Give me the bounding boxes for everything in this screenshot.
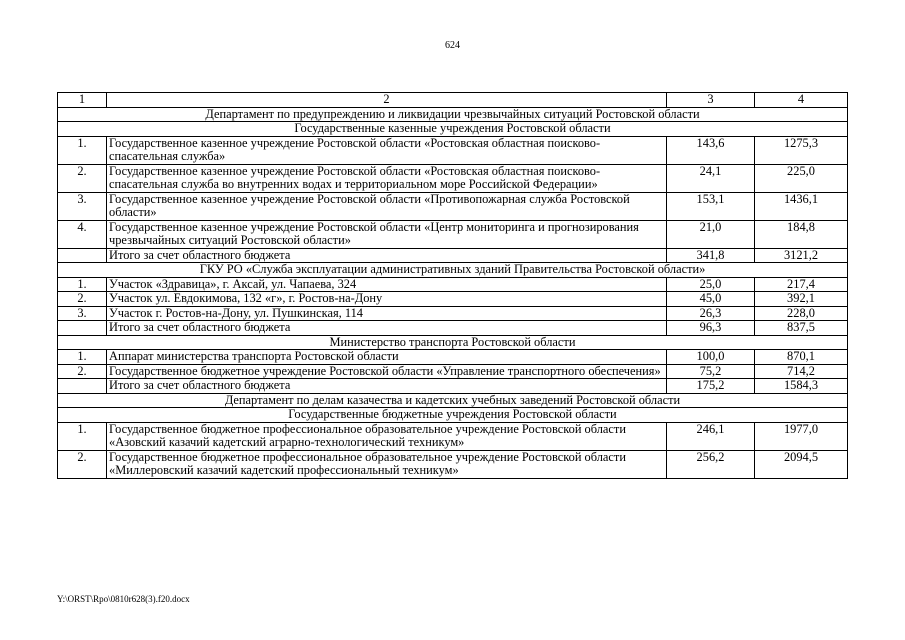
row-name: Итого за счет областного бюджета [107, 321, 667, 336]
table-row [58, 422, 848, 450]
section-title: Департамент по делам казачества и кадетских учебных заведений Ростовской области [58, 393, 848, 408]
row-number: 3. [58, 192, 107, 220]
row-name: Государственное бюджетное профессиональное образовательное учреждение Ростовской области «Азовский казачий кадетский аграрно-технологический техникум» [107, 422, 667, 450]
row-name: Государственное казенное учреждение Ростовской области «Противопожарная служба Ростовской области» [107, 192, 667, 220]
row-value-col3: 24,1 [667, 164, 755, 192]
row-value-col3: 25,0 [667, 277, 755, 292]
row-value-col4: 837,5 [755, 321, 848, 336]
row-value-col3: 341,8 [667, 248, 755, 263]
row-number: 1. [58, 136, 107, 164]
table-row [58, 450, 848, 478]
table-row [58, 136, 848, 164]
table-row [58, 248, 848, 263]
row-number: 3. [58, 306, 107, 321]
row-value-col4: 2094,5 [755, 450, 848, 478]
table-row [58, 277, 848, 292]
row-name: Участок «Здравица», г. Аксай, ул. Чапаева, 324 [107, 277, 667, 292]
row-name: Аппарат министерства транспорта Ростовской области [107, 350, 667, 365]
section-header-row [58, 393, 848, 408]
row-value-col4: 228,0 [755, 306, 848, 321]
header-row [58, 93, 848, 108]
row-value-col4: 1977,0 [755, 422, 848, 450]
row-name: Участок г. Ростов-на-Дону, ул. Пушкинская, 114 [107, 306, 667, 321]
table-row [58, 220, 848, 248]
section-title: ГКУ РО «Служба эксплуатации административных зданий Правительства Ростовской области» [58, 263, 848, 278]
row-value-col3: 143,6 [667, 136, 755, 164]
section-header-row [58, 122, 848, 137]
row-name: Государственное казенное учреждение Ростовской области «Центр мониторинга и прогнозирования чрезвычайных ситуаций Ростовской области» [107, 220, 667, 248]
row-value-col4: 3121,2 [755, 248, 848, 263]
row-value-col4: 184,8 [755, 220, 848, 248]
row-number: 2. [58, 364, 107, 379]
table-body [58, 93, 848, 479]
row-number: 2. [58, 164, 107, 192]
table-row [58, 321, 848, 336]
row-name: Участок ул. Евдокимова, 132 «г», г. Ростов-на-Дону [107, 292, 667, 307]
section-header-row [58, 107, 848, 122]
row-value-col4: 714,2 [755, 364, 848, 379]
table-row [58, 364, 848, 379]
table-row [58, 350, 848, 365]
section-title: Государственные бюджетные учреждения Ростовской области [58, 408, 848, 423]
section-title: Департамент по предупреждению и ликвидации чрезвычайных ситуаций Ростовской области [58, 107, 848, 122]
row-value-col4: 1584,3 [755, 379, 848, 394]
row-number: 2. [58, 292, 107, 307]
table-row [58, 192, 848, 220]
row-number: 1. [58, 350, 107, 365]
row-value-col3: 45,0 [667, 292, 755, 307]
row-name: Государственное бюджетное профессиональное образовательное учреждение Ростовской области «Миллеровский казачий кадетский профессиональный техникум» [107, 450, 667, 478]
table-row [58, 164, 848, 192]
section-title: Государственные казенные учреждения Ростовской области [58, 122, 848, 137]
header-col-2: 2 [107, 93, 667, 108]
row-number [58, 248, 107, 263]
row-number [58, 321, 107, 336]
page-number: 624 [445, 40, 460, 51]
section-header-row [58, 263, 848, 278]
row-value-col3: 100,0 [667, 350, 755, 365]
budget-table [57, 92, 848, 479]
row-value-col3: 256,2 [667, 450, 755, 478]
row-number: 1. [58, 277, 107, 292]
row-name: Итого за счет областного бюджета [107, 379, 667, 394]
section-title: Министерство транспорта Ростовской области [58, 335, 848, 350]
row-value-col4: 1436,1 [755, 192, 848, 220]
row-number: 4. [58, 220, 107, 248]
row-value-col3: 96,3 [667, 321, 755, 336]
row-value-col3: 21,0 [667, 220, 755, 248]
row-name: Государственное бюджетное учреждение Ростовской области «Управление транспортного обеспечения» [107, 364, 667, 379]
table-row [58, 292, 848, 307]
section-header-row [58, 335, 848, 350]
header-col-3: 3 [667, 93, 755, 108]
row-name: Итого за счет областного бюджета [107, 248, 667, 263]
row-value-col4: 225,0 [755, 164, 848, 192]
row-value-col3: 26,3 [667, 306, 755, 321]
header-col-4: 4 [755, 93, 848, 108]
row-value-col3: 153,1 [667, 192, 755, 220]
row-name: Государственное казенное учреждение Ростовской области «Ростовская областная поисково-спасательная служба» [107, 136, 667, 164]
row-number: 2. [58, 450, 107, 478]
footer-file-path: Y:\ORST\Rpo\0810r628(3).f20.docx [57, 594, 190, 604]
row-number: 1. [58, 422, 107, 450]
section-header-row [58, 408, 848, 423]
table-row [58, 306, 848, 321]
header-col-1: 1 [58, 93, 107, 108]
row-number [58, 379, 107, 394]
row-value-col4: 217,4 [755, 277, 848, 292]
table-row [58, 379, 848, 394]
row-value-col3: 246,1 [667, 422, 755, 450]
row-value-col3: 175,2 [667, 379, 755, 394]
row-value-col4: 1275,3 [755, 136, 848, 164]
row-value-col4: 870,1 [755, 350, 848, 365]
row-value-col3: 75,2 [667, 364, 755, 379]
row-name: Государственное казенное учреждение Ростовской области «Ростовская областная поисково-спасательная служба во внутренних водах и территориальном море Российской Федерации» [107, 164, 667, 192]
row-value-col4: 392,1 [755, 292, 848, 307]
